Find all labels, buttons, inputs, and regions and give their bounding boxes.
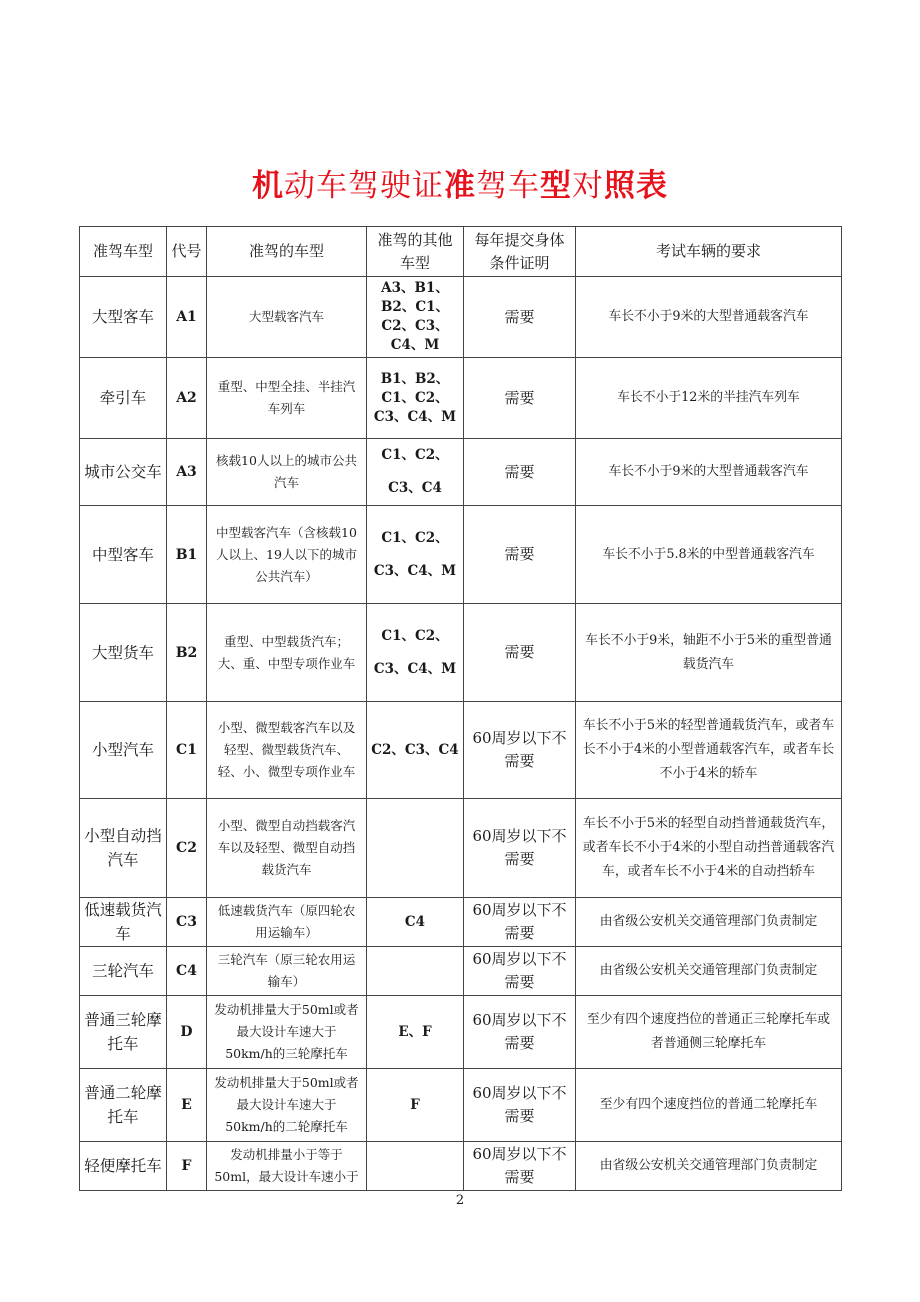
cell-type: 三轮汽车 xyxy=(80,947,167,996)
cell-cert: 需要 xyxy=(464,439,576,506)
cell-code: F xyxy=(167,1142,207,1191)
cell-req: 由省级公安机关交通管理部门负责制定 xyxy=(576,1142,842,1191)
title-part: 型 xyxy=(540,168,572,204)
table-row xyxy=(80,947,842,996)
table-row xyxy=(80,996,842,1069)
cell-other: B1、B2、C1、C2、C3、C4、M xyxy=(367,358,464,439)
table-row xyxy=(80,1069,842,1142)
cell-vehicles: 中型载客汽车（含核载10人以上、19人以下的城市公共汽车） xyxy=(207,506,367,604)
cell-cert: 需要 xyxy=(464,506,576,604)
cell-type: 中型客车 xyxy=(80,506,167,604)
cell-code: A1 xyxy=(167,277,207,358)
cell-cert: 60周岁以下不需要 xyxy=(464,1069,576,1142)
cell-cert: 需要 xyxy=(464,277,576,358)
cell-req: 由省级公安机关交通管理部门负责制定 xyxy=(576,947,842,996)
table-row xyxy=(80,1142,842,1191)
cell-cert: 需要 xyxy=(464,604,576,702)
title-part: 对 xyxy=(572,168,604,204)
cell-vehicles: 发动机排量大于50ml或者最大设计车速大于50km/h的二轮摩托车 xyxy=(207,1069,367,1142)
cell-vehicles: 小型、微型载客汽车以及轻型、微型载货汽车、轻、小、微型专项作业车 xyxy=(207,702,367,799)
cell-code: C4 xyxy=(167,947,207,996)
cell-req: 车长不小于12米的半挂汽车列车 xyxy=(576,358,842,439)
cell-vehicles: 重型、中型载货汽车；大、重、中型专项作业车 xyxy=(207,604,367,702)
cell-code: E xyxy=(167,1069,207,1142)
cell-code: C1 xyxy=(167,702,207,799)
cell-req: 车长不小于9米，轴距不小于5米的重型普通载货汽车 xyxy=(576,604,842,702)
cell-other: A3、B1、B2、C1、C2、C3、C4、M xyxy=(367,277,464,358)
cell-code: D xyxy=(167,996,207,1069)
table-row xyxy=(80,506,842,604)
header-type: 准驾车型 xyxy=(80,227,167,277)
header-code: 代号 xyxy=(167,227,207,277)
title-part: 照表 xyxy=(604,168,668,204)
cell-type: 普通二轮摩托车 xyxy=(80,1069,167,1142)
table-row xyxy=(80,702,842,799)
cell-cert: 需要 xyxy=(464,358,576,439)
table-row xyxy=(80,604,842,702)
title-part: 准 xyxy=(444,168,476,204)
header-req: 考试车辆的要求 xyxy=(576,227,842,277)
cell-code: C3 xyxy=(167,898,207,947)
cell-vehicles: 三轮汽车（原三轮农用运输车） xyxy=(207,947,367,996)
cell-vehicles: 大型载客汽车 xyxy=(207,277,367,358)
table-row xyxy=(80,439,842,506)
page-number: 2 xyxy=(455,1193,465,1208)
cell-cert: 60周岁以下不需要 xyxy=(464,947,576,996)
cell-type: 大型客车 xyxy=(80,277,167,358)
table-row xyxy=(80,358,842,439)
cell-req: 车长不小于9米的大型普通载客汽车 xyxy=(576,439,842,506)
license-table xyxy=(79,226,842,1191)
cell-vehicles: 发动机排量大于50ml或者最大设计车速大于50km/h的三轮摩托车 xyxy=(207,996,367,1069)
cell-type: 低速载货汽车 xyxy=(80,898,167,947)
page-title xyxy=(0,160,920,204)
cell-cert: 60周岁以下不需要 xyxy=(464,702,576,799)
cell-vehicles: 小型、微型自动挡载客汽车以及轻型、微型自动挡载货汽车 xyxy=(207,799,367,898)
cell-vehicles: 核载10人以上的城市公共汽车 xyxy=(207,439,367,506)
cell-req: 至少有四个速度挡位的普通正三轮摩托车或者普通侧三轮摩托车 xyxy=(576,996,842,1069)
cell-other: C1、C2、C3、C4、M xyxy=(367,604,464,702)
cell-type: 小型自动挡汽车 xyxy=(80,799,167,898)
cell-type: 城市公交车 xyxy=(80,439,167,506)
header-vehicles: 准驾的车型 xyxy=(207,227,367,277)
cell-other: E、F xyxy=(367,996,464,1069)
cell-type: 轻便摩托车 xyxy=(80,1142,167,1191)
cell-req: 车长不小于5米的轻型普通载货汽车，或者车长不小于4米的小型普通载客汽车，或者车长不小于4米的轿车 xyxy=(576,702,842,799)
cell-req: 车长不小于9米的大型普通载客汽车 xyxy=(576,277,842,358)
cell-cert: 60周岁以下不需要 xyxy=(464,1142,576,1191)
cell-vehicles: 发动机排量小于等于50ml，最大设计车速小于 xyxy=(207,1142,367,1191)
cell-cert: 60周岁以下不需要 xyxy=(464,799,576,898)
cell-other xyxy=(367,799,464,898)
cell-req: 至少有四个速度挡位的普通二轮摩托车 xyxy=(576,1069,842,1142)
cell-other: F xyxy=(367,1069,464,1142)
cell-req: 车长不小于5.8米的中型普通载客汽车 xyxy=(576,506,842,604)
cell-cert: 60周岁以下不需要 xyxy=(464,996,576,1069)
cell-other xyxy=(367,1142,464,1191)
table-row xyxy=(80,277,842,358)
cell-vehicles: 低速载货汽车（原四轮农用运输车） xyxy=(207,898,367,947)
cell-code: B1 xyxy=(167,506,207,604)
cell-type: 牵引车 xyxy=(80,358,167,439)
cell-other xyxy=(367,947,464,996)
cell-type: 大型货车 xyxy=(80,604,167,702)
cell-type: 小型汽车 xyxy=(80,702,167,799)
cell-req: 由省级公安机关交通管理部门负责制定 xyxy=(576,898,842,947)
table-header-row xyxy=(80,227,842,277)
cell-type: 普通三轮摩托车 xyxy=(80,996,167,1069)
title-part: 动车驾驶证 xyxy=(284,168,444,204)
header-cert: 每年提交身体条件证明 xyxy=(464,227,576,277)
cell-req: 车长不小于5米的轻型自动挡普通载货汽车，或者车长不小于4米的小型自动挡普通载客汽车，或者车长不小于4米的自动挡轿车 xyxy=(576,799,842,898)
header-other: 准驾的其他车型 xyxy=(367,227,464,277)
table-row xyxy=(80,799,842,898)
cell-code: A2 xyxy=(167,358,207,439)
cell-vehicles: 重型、中型全挂、半挂汽车列车 xyxy=(207,358,367,439)
cell-other: C1、C2、C3、C4 xyxy=(367,439,464,506)
cell-cert: 60周岁以下不需要 xyxy=(464,898,576,947)
cell-code: A3 xyxy=(167,439,207,506)
table-row xyxy=(80,898,842,947)
cell-other: C1、C2、C3、C4、M xyxy=(367,506,464,604)
cell-other: C2、C3、C4 xyxy=(367,702,464,799)
cell-other: C4 xyxy=(367,898,464,947)
title-part: 机 xyxy=(252,168,284,204)
title-part: 驾车 xyxy=(476,168,540,204)
cell-code: B2 xyxy=(167,604,207,702)
cell-code: C2 xyxy=(167,799,207,898)
